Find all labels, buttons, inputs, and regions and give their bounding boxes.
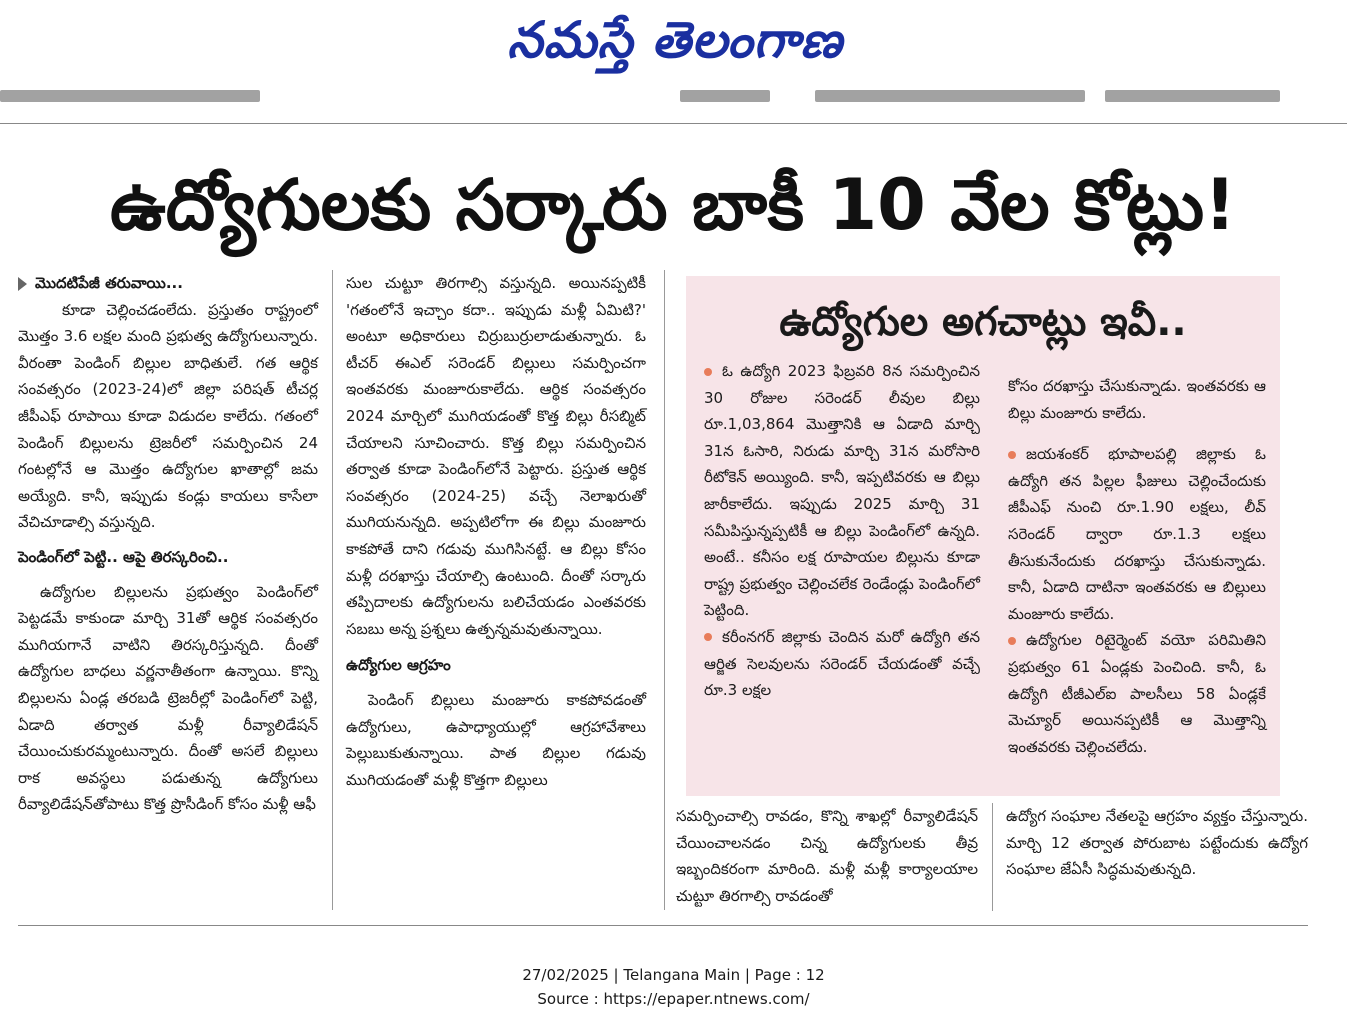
footer-source-line: Source : https://epaper.ntnews.com/ (537, 990, 810, 1008)
footer-date-line: 27/02/2025 | Telangana Main | Page : 12 (522, 966, 825, 984)
bullet-icon (704, 368, 712, 376)
list-item: కరీంనగర్ జిల్లాకు చెందిన మరో ఉద్యోగి తన ఆర్జిత సెలవులను సరెండర్ చేయడంతో వచ్చే రూ.3 లక్షల (704, 627, 980, 700)
paragraph: ఉద్యోగ సంఘాల నేతలపై ఆగ్రహం వ్యక్తం చేస్తున్నారు. మార్చి 12 తర్వాత పోరుబాట పట్టేందుకు ఉద్యోగ సంఘాల జేఏసీ సిద్ధమవుతున్నది. (1006, 807, 1308, 879)
continuation-label: మొదటిపేజీ తరువాయి... (18, 270, 318, 297)
bullet-icon (1008, 451, 1016, 459)
sidebar-box (686, 276, 1280, 796)
bottom-divider (18, 925, 1308, 926)
column-divider (992, 803, 993, 911)
bullet-icon (704, 633, 712, 641)
paragraph: కూడా చెల్లించడంలేదు. ప్రస్తుతం రాష్ట్రంలో మొత్తం 3.6 లక్షల మంది ప్రభుత్వ ఉద్యోగులున్నారు. వీరంతా పెండింగ్ బిల్లుల బాధితులే. గత ఆర్థిక సంవత్సరం (2023-24)లో జిల్లా పరిషత్ టీచర్ల జీపీఎఫ్ రూపాయి కూడా విడుదల కాలేదు. గతంలో పెండింగ్ బిల్లులను ట్రెజరీలో సమర్పించిన 24 గంటల్లోనే ఆ మొత్తం ఉద్యోగుల ఖాతాల్లో జమ అయ్యేది. కానీ, ఇప్పుడు కండ్లు కాయలు కాసేలా వేచిచూడాల్సి వస్తున్నది. (18, 300, 318, 532)
list-item: జయశంకర్ భూపాలపల్లి జిల్లాకు ఓ ఉద్యోగి తన పిల్లల ఫీజులు చెల్లించేందుకు జీపీఎఫ్ నుంచి రూ.1.90 లక్షలు, లీవ్ సరెండర్ ద్వారా రూ.1.3 లక్షలు తీసుకునేందుకు దరఖాస్తు చేసుకున్నాడు. కానీ, ఏడాది దాటినా ఇంతవరకు ఆ బిల్లులు మంజూరు కాలేదు. (1008, 445, 1266, 623)
box-title: ఉద్యోగుల అగచాట్లు ఇవీ.. (779, 299, 1187, 345)
column-divider (664, 270, 665, 910)
list-item: ఓ ఉద్యోగి 2023 ఫిబ్రవరి 8న సమర్పించిన 30 రోజుల సరెండర్ లీవుల బిల్లు రూ.1,03,864 మొత్తానికి ఆ ఏడాది మార్చి 31న ఓసారి, నిరుడు మార్చి 31న మరోసారి రీటోకెన్ అయ్యింది. కానీ, ఇప్పటివరకు ఆ బిల్లు జారీకాలేదు. ఇప్పుడు 2025 మార్చి 31 సమీపిస్తున్నప్పటికీ ఆ బిల్లు పెండింగ్‌లో ఉన్నది. అంటే.. కనీసం లక్ష రూపాయల బిల్లును కూడా రాష్ట్ర ప్రభుత్వం చెల్లించలేక రెండేండ్లు పెండింగ్‌లో పెట్టింది. (704, 362, 980, 620)
headline: ఉద్యోగులకు సర్కారు బాకీ 10 వేల కోట్లు! (109, 164, 1237, 246)
bullet-icon (1008, 637, 1016, 645)
top-divider (0, 123, 1347, 124)
column-2 (346, 270, 646, 793)
box-column-right (1008, 358, 1266, 760)
column-divider (332, 270, 333, 910)
newspaper-logo: నమస్తే తెలంగాణ (507, 11, 843, 69)
subheading: ఉద్యోగుల ఆగ్రహం (346, 656, 451, 675)
box-column-left (704, 358, 980, 704)
cropped-text-strip (0, 88, 1347, 108)
chevron-right-icon (18, 277, 27, 291)
masthead (0, 0, 1347, 78)
paragraph: పెండింగ్ బిల్లులు మంజూరు కాకపోవడంతో ఉద్యోగులు, ఉపాధ్యాయుల్లో ఆగ్రహావేశాలు పెల్లుబుకుతున్నాయి. పాత బిల్లుల గడువు ముగియడంతో మళ్లీ కొత్తగా బిల్లులు (346, 690, 646, 789)
subheading: పెండింగ్‌లో పెట్టి.. ఆపై తిరస్కరించి.. (18, 547, 229, 566)
paragraph: సుల చుట్టూ తిరగాల్సి వస్తున్నది. అయినప్పటికీ 'గతంలోనే ఇచ్చాం కదా.. ఇప్పుడు మళ్లీ ఏమిటి?' అంటూ అధికారులు చిర్రుబుర్రులాడుతున్నారు. ఓ టీచర్ ఈఎల్ సరెండర్ బిల్లులు సమర్పించగా ఇంతవరకు మంజూరుకాలేదు. ఆర్థిక సంవత్సరం 2024 మార్చిలో ముగియడంతో కొత్త బిల్లు రీసబ్మిట్ చేయాలని సూచించారు. కొత్త బిల్లు సమర్పించిన తర్వాత కూడా పెండింగ్‌లోనే పెట్టారు. ప్రస్తుత ఆర్థిక సంవత్సరం (2024-25) వచ్చే నెలాఖరుతో ముగియనున్నది. అప్పటిలోగా ఈ బిల్లు మంజూరు కాకపోతే దాని గడువు ముగిసినట్టే. ఆ బిల్లు కోసం మళ్లీ దరఖాస్తు చేయాల్సి ఉంటుంది. దీంతో సర్కారు తప్పిదాలకు ఉద్యోగులను బలిచేయడం ఎంతవరకు సబబు అన్న ప్రశ్నలు ఉత్పన్నమవుతున్నాయి. (346, 274, 646, 638)
paragraph: సమర్పించాల్సి రావడం, కొన్ని శాఖల్లో రీవ్యాలిడేషన్ చేయించాలనడం చిన్న ఉద్యోగులకు తీవ్ర ఇబ్బందికరంగా మారింది. మళ్లీ మళ్లీ కార్యాలయాల చుట్టూ తిరగాల్సి రావడంతో (676, 807, 978, 905)
column-1 (18, 270, 318, 818)
column-3-bottom (676, 803, 978, 909)
list-item: ఉద్యోగుల రిటైర్మెంట్ వయో పరిమితిని ప్రభుత్వం 61 ఏండ్లకు పెంచింది. కానీ, ఓ ఉద్యోగి టీజీఎల్ఐ పాలసీలు 58 ఏండ్లకే మెచ్యూర్ అయినప్పటికీ ఆ మొత్తాన్ని ఇంతవరకు చెల్లించలేదు. (1008, 631, 1266, 756)
paragraph: కోసం దరఖాస్తు చేసుకున్నాడు. ఇంతవరకు ఆ బిల్లు మంజూరు కాలేదు. (1008, 377, 1266, 422)
paragraph: ఉద్యోగుల బిల్లులను ప్రభుత్వం పెండింగ్‌లో పెట్టడమే కాకుండా మార్చి 31తో ఆర్థిక సంవత్సరం ముగియగానే వాటిని తిరస్కరిస్తున్నది. దీంతో ఉద్యోగుల బాధలు వర్ణనాతీతంగా ఉన్నాయి. కొన్ని బిల్లులను ఏండ్ల తరబడి ట్రెజరీల్లో పెండింగ్‌లో పెట్టి, ఏడాది తర్వాత మళ్లీ రీవ్యాలిడేషన్ చేయించుకురమ్మంటున్నారు. దీంతో అసలే బిల్లులు రాక అవస్థలు పడుతున్న ఉద్యోగులు రీవ్యాలిడేషన్‌తోపాటు కొత్త ప్రొసీడింగ్ కోసం మళ్లీ ఆఫీ (18, 582, 318, 814)
column-4-bottom (1006, 803, 1308, 883)
